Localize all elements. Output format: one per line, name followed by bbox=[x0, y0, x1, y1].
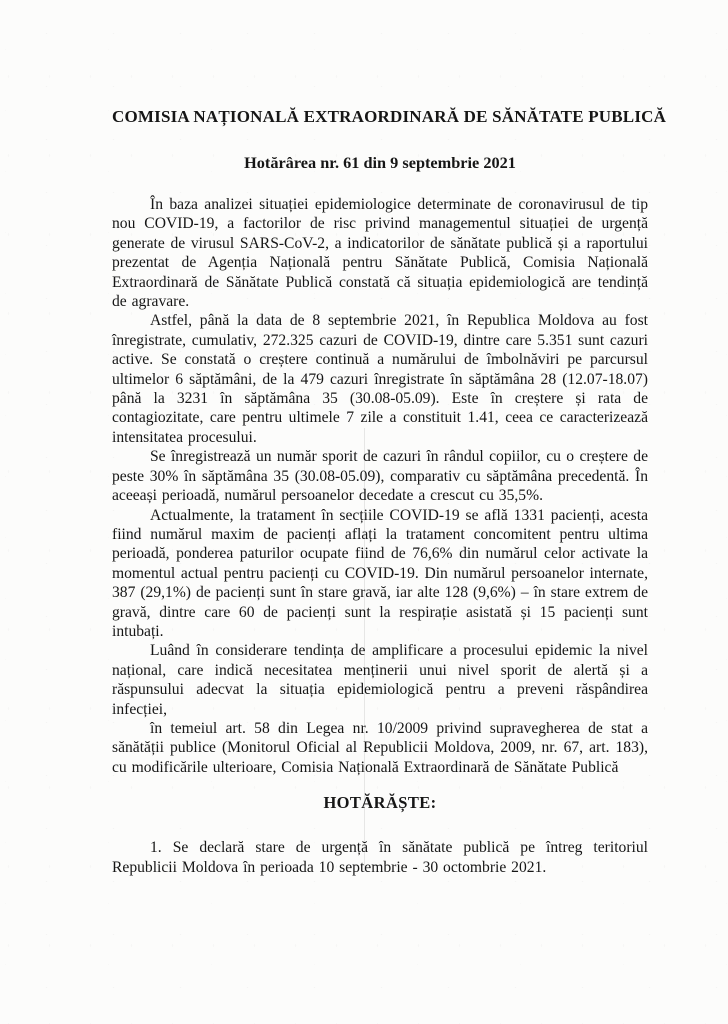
paragraph-epidemic-trend: Luând în considerare tendința de amplificare a procesului epidemic la nivel național, care indică necesitatea menținerii unui nivel sporit de alertă și a răspunsului adecvat la situația epidemiologică pentru a preveni răspândirea infecției, bbox=[112, 642, 648, 718]
paragraph-legal-basis: în temeiul art. 58 din Legea nr. 10/2009 privind supravegherea de stat a sănătății publice (Monitorul Oficial al Republicii Moldova, 2009, nr. 67, art. 183), cu modificările ulterioare, Comisia Națională Extraordinară de Sănătate Publică bbox=[112, 719, 648, 776]
paragraph-children-cases: Se înregistrează un număr sporit de cazuri în rândul copiilor, cu o creștere de peste 30% în săptămâna 35 (30.08-05.09), comparativ cu săptămâna precedentă. În aceeași perioadă, numărul persoanelor decedate a crescut cu 35,5%. bbox=[112, 448, 648, 505]
decision-item-1: 1. Se declară stare de urgență în sănătate publică pe întreg teritoriul Republicii Moldova în perioada 10 septembrie - 30 octombrie 2021. bbox=[112, 839, 648, 876]
document-title: COMISIA NAȚIONALĂ EXTRAORDINARĂ DE SĂNĂTATE PUBLICĂ bbox=[112, 107, 667, 126]
paragraph-case-statistics: Astfel, până la data de 8 septembrie 2021, în Republica Moldova au fost înregistrate, cumulativ, 272.325 cazuri de COVID-19, dintre care 5.351 sunt cazuri active. Se constată o creștere continuă a numărului de îmbolnăviri pe parcursul ultimelor 6 săptămâni, de la 479 cazuri înregistrate în săptămâna 28 (12.07-18.07) până la 3231 în săptămâna 35 (30.08-05.09). Este în creștere și rata de contagiozitate, care pentru ultimele 7 zile a constituit 1.41, ceea ce caracterizează intensitatea procesului. bbox=[112, 312, 648, 446]
decision-heading: HOTĂRĂȘTE: bbox=[323, 793, 437, 813]
paragraph-hospitalization: Actualmente, la tratament în secțiile COVID-19 se află 1331 pacienți, acesta fiind numărul maxim de pacienți aflați la tratament concomitent pentru ultima perioadă, ponderea paturilor ocupate fiind de 76,6% din numărul celor activate la momentul actual pentru pacienți cu COVID-19. Din numărul persoanelor internate, 387 (29,1%) de pacienți sunt în stare gravă, iar alte 128 (9,6%) – în stare extrem de gravă, dintre care 60 de pacienți sunt la respirație asistată și 15 pacienți sunt intubați. bbox=[112, 506, 648, 640]
document-subtitle: Hotărârea nr. 61 din 9 septembrie 2021 bbox=[244, 153, 516, 172]
paragraph-preamble: În baza analizei situației epidemiologice determinate de coronavirusul de tip nou COVID-19, a factorilor de risc privind managementul situației de urgență generate de virusul SARS-CoV-2, a indicatorilor de sănătate publică și a raportului prezentat de Agenția Națională pentru Sănătate Publică, Comisia Națională Extraordinară de Sănătate Publică constată că situația epidemiologică are tendință de agravare. bbox=[112, 196, 648, 311]
document-content bbox=[112, 106, 667, 877]
document-body bbox=[112, 195, 648, 777]
